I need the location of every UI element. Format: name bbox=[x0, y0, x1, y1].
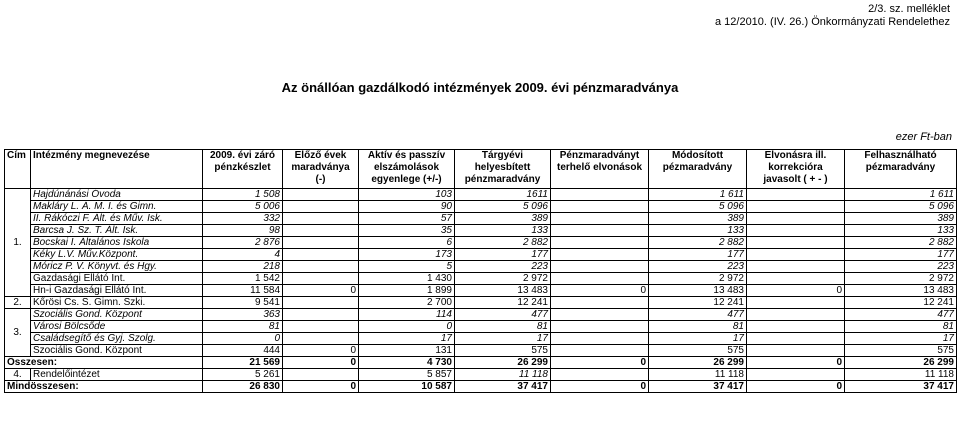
value-cell bbox=[747, 345, 845, 357]
value-cell bbox=[747, 225, 845, 237]
value-cell bbox=[283, 333, 359, 345]
table-row bbox=[5, 189, 957, 201]
value-cell bbox=[747, 189, 845, 201]
table-row bbox=[5, 249, 957, 261]
table-row bbox=[5, 213, 957, 225]
col-correction: Elvonásra ill. korrekcióra javasolt ( + - ) bbox=[747, 150, 845, 189]
total-value: 37 417 bbox=[455, 381, 551, 393]
value-cell: 9 541 bbox=[203, 297, 283, 309]
value-cell: 1 899 bbox=[359, 285, 455, 297]
unit-label: ezer Ft-ban bbox=[895, 131, 952, 143]
table-row bbox=[5, 369, 957, 381]
value-cell bbox=[283, 237, 359, 249]
value-cell: 90 bbox=[359, 201, 455, 213]
value-cell: 81 bbox=[203, 321, 283, 333]
total-label: Összesen: bbox=[5, 357, 203, 369]
value-cell: 2 882 bbox=[455, 237, 551, 249]
value-cell: 81 bbox=[845, 321, 957, 333]
value-cell: 12 241 bbox=[649, 297, 747, 309]
value-cell: 5 006 bbox=[203, 201, 283, 213]
value-cell bbox=[283, 225, 359, 237]
value-cell: 114 bbox=[359, 309, 455, 321]
col-withdrawals: Pénzmaradványt terhelő elvonások bbox=[551, 150, 649, 189]
value-cell: 5 857 bbox=[359, 369, 455, 381]
table-row bbox=[5, 285, 957, 297]
total-value: 37 417 bbox=[845, 381, 957, 393]
institution-name: Móricz P. V. Könyvt. és Hgy. bbox=[31, 261, 203, 273]
institution-name: Barcsa J. Sz. T. Ált. Isk. bbox=[31, 225, 203, 237]
value-cell: 17 bbox=[455, 333, 551, 345]
institution-name: Gazdasági Ellátó Int. bbox=[31, 273, 203, 285]
value-cell: 13 483 bbox=[649, 285, 747, 297]
value-cell bbox=[283, 297, 359, 309]
institution-name: Szociális Gond. Központ bbox=[31, 345, 203, 357]
value-cell bbox=[551, 225, 649, 237]
value-cell: 363 bbox=[203, 309, 283, 321]
value-cell bbox=[747, 261, 845, 273]
value-cell: 13 483 bbox=[845, 285, 957, 297]
total-value: 10 587 bbox=[359, 381, 455, 393]
value-cell bbox=[283, 189, 359, 201]
table-row bbox=[5, 345, 957, 357]
table-row bbox=[5, 237, 957, 249]
value-cell: 2 700 bbox=[359, 297, 455, 309]
total-value: 0 bbox=[747, 381, 845, 393]
value-cell bbox=[551, 273, 649, 285]
total-value: 0 bbox=[283, 357, 359, 369]
value-cell: 0 bbox=[359, 321, 455, 333]
value-cell: 1 542 bbox=[203, 273, 283, 285]
value-cell: 1 430 bbox=[359, 273, 455, 285]
value-cell: 1611 bbox=[455, 189, 551, 201]
total-value: 0 bbox=[283, 381, 359, 393]
value-cell: 332 bbox=[203, 213, 283, 225]
value-cell bbox=[283, 369, 359, 381]
value-cell bbox=[747, 201, 845, 213]
value-cell: 57 bbox=[359, 213, 455, 225]
value-cell: 223 bbox=[845, 261, 957, 273]
value-cell: 81 bbox=[455, 321, 551, 333]
value-cell: 98 bbox=[203, 225, 283, 237]
value-cell: 5 096 bbox=[845, 201, 957, 213]
total-value: 26 299 bbox=[455, 357, 551, 369]
annex-number: 2/3. sz. melléklet bbox=[868, 3, 950, 15]
value-cell bbox=[283, 213, 359, 225]
value-cell bbox=[551, 201, 649, 213]
value-cell bbox=[283, 201, 359, 213]
value-cell bbox=[551, 237, 649, 249]
table-row bbox=[5, 309, 957, 321]
page-title: Az önállóan gazdálkodó intézmények 2009. évi pénzmaradványa bbox=[281, 80, 679, 95]
value-cell: 2 972 bbox=[455, 273, 551, 285]
value-cell: 223 bbox=[649, 261, 747, 273]
institution-name: Kéky L.V. Műv.Központ. bbox=[31, 249, 203, 261]
value-cell bbox=[283, 249, 359, 261]
value-cell bbox=[551, 189, 649, 201]
total-value: 21 569 bbox=[203, 357, 283, 369]
total-value: 0 bbox=[551, 381, 649, 393]
total-value: 26 299 bbox=[649, 357, 747, 369]
value-cell bbox=[747, 321, 845, 333]
total-value: 37 417 bbox=[649, 381, 747, 393]
value-cell: 5 096 bbox=[455, 201, 551, 213]
total-label: Mindösszesen: bbox=[5, 381, 203, 393]
value-cell: 2 876 bbox=[203, 237, 283, 249]
value-cell: 2 972 bbox=[649, 273, 747, 285]
value-cell bbox=[747, 237, 845, 249]
value-cell: 103 bbox=[359, 189, 455, 201]
value-cell: 131 bbox=[359, 345, 455, 357]
col-cim: Cím bbox=[5, 150, 31, 189]
total-value: 26 830 bbox=[203, 381, 283, 393]
value-cell: 1 611 bbox=[845, 189, 957, 201]
total-value: 26 299 bbox=[845, 357, 957, 369]
col-modified: Módosított pézmaradvány bbox=[649, 150, 747, 189]
value-cell bbox=[747, 273, 845, 285]
value-cell: 35 bbox=[359, 225, 455, 237]
table-row bbox=[5, 297, 957, 309]
institution-name: Hn-i Gazdasági Ellátó Int. bbox=[31, 285, 203, 297]
value-cell bbox=[283, 261, 359, 273]
value-cell: 0 bbox=[747, 285, 845, 297]
institution-name: Hajdúnánási Óvoda bbox=[31, 189, 203, 201]
value-cell: 218 bbox=[203, 261, 283, 273]
cim-cell: 4. bbox=[5, 369, 31, 381]
value-cell: 12 241 bbox=[845, 297, 957, 309]
value-cell: 477 bbox=[455, 309, 551, 321]
value-cell: 0 bbox=[203, 333, 283, 345]
value-cell: 389 bbox=[455, 213, 551, 225]
value-cell: 12 241 bbox=[455, 297, 551, 309]
value-cell bbox=[747, 213, 845, 225]
value-cell: 6 bbox=[359, 237, 455, 249]
value-cell: 477 bbox=[649, 309, 747, 321]
value-cell: 173 bbox=[359, 249, 455, 261]
value-cell bbox=[551, 261, 649, 273]
value-cell bbox=[283, 309, 359, 321]
value-cell: 133 bbox=[649, 225, 747, 237]
value-cell: 4 bbox=[203, 249, 283, 261]
institution-name: Szociális Gond. Központ bbox=[31, 309, 203, 321]
col-usable: Felhasználható pézmaradvány bbox=[845, 150, 957, 189]
table-row bbox=[5, 273, 957, 285]
cim-cell: 1. bbox=[5, 189, 31, 297]
value-cell: 133 bbox=[845, 225, 957, 237]
col-balance: Aktív és passzív elszámolások egyenlege (+/-) bbox=[359, 150, 455, 189]
value-cell bbox=[551, 321, 649, 333]
total-row bbox=[5, 357, 957, 369]
value-cell: 177 bbox=[845, 249, 957, 261]
table-row bbox=[5, 261, 957, 273]
decree-reference: a 12/2010. (IV. 26.) Önkormányzati Rendelethez bbox=[714, 16, 950, 28]
value-cell bbox=[551, 333, 649, 345]
value-cell: 389 bbox=[845, 213, 957, 225]
value-cell: 575 bbox=[455, 345, 551, 357]
col-closing-cash: 2009. évi záró pénzkészlet bbox=[203, 150, 283, 189]
total-value: 0 bbox=[747, 357, 845, 369]
value-cell: 575 bbox=[845, 345, 957, 357]
value-cell bbox=[551, 369, 649, 381]
value-cell: 223 bbox=[455, 261, 551, 273]
value-cell bbox=[551, 213, 649, 225]
value-cell bbox=[551, 249, 649, 261]
value-cell bbox=[747, 369, 845, 381]
cim-cell: 3. bbox=[5, 309, 31, 357]
value-cell bbox=[747, 309, 845, 321]
value-cell: 133 bbox=[455, 225, 551, 237]
value-cell: 5 bbox=[359, 261, 455, 273]
value-cell: 1 508 bbox=[203, 189, 283, 201]
value-cell: 477 bbox=[845, 309, 957, 321]
value-cell bbox=[551, 309, 649, 321]
value-cell bbox=[283, 321, 359, 333]
value-cell: 17 bbox=[649, 333, 747, 345]
value-cell: 0 bbox=[551, 285, 649, 297]
value-cell: 5 261 bbox=[203, 369, 283, 381]
institution-name: Családsegítő és Gyj. Szolg. bbox=[31, 333, 203, 345]
value-cell bbox=[551, 345, 649, 357]
col-name: Intézmény megnevezése bbox=[31, 150, 203, 189]
table-row bbox=[5, 321, 957, 333]
value-cell: 2 882 bbox=[845, 237, 957, 249]
institution-name: II. Rákóczi F. Ált. és Műv. Isk. bbox=[31, 213, 203, 225]
value-cell: 389 bbox=[649, 213, 747, 225]
value-cell: 0 bbox=[283, 285, 359, 297]
value-cell: 13 483 bbox=[455, 285, 551, 297]
value-cell: 177 bbox=[455, 249, 551, 261]
table-row bbox=[5, 333, 957, 345]
value-cell: 11 118 bbox=[649, 369, 747, 381]
institution-name: Bocskai I. Általános Iskola bbox=[31, 237, 203, 249]
value-cell: 2 972 bbox=[845, 273, 957, 285]
value-cell: 444 bbox=[203, 345, 283, 357]
total-value: 4 730 bbox=[359, 357, 455, 369]
table-row bbox=[5, 201, 957, 213]
institution-name: Kőrösi Cs. S. Gimn. Szki. bbox=[31, 297, 203, 309]
col-adjusted: Tárgyévi helyesbített pénzmaradvány bbox=[455, 150, 551, 189]
value-cell: 11 584 bbox=[203, 285, 283, 297]
value-cell: 575 bbox=[649, 345, 747, 357]
value-cell bbox=[747, 249, 845, 261]
header-row bbox=[5, 150, 957, 189]
value-cell bbox=[283, 273, 359, 285]
value-cell bbox=[551, 297, 649, 309]
value-cell: 81 bbox=[649, 321, 747, 333]
value-cell bbox=[747, 333, 845, 345]
value-cell bbox=[747, 297, 845, 309]
value-cell: 2 882 bbox=[649, 237, 747, 249]
value-cell: 17 bbox=[845, 333, 957, 345]
institution-name: Városi Bölcsőde bbox=[31, 321, 203, 333]
value-cell: 0 bbox=[283, 345, 359, 357]
cim-cell: 2. bbox=[5, 297, 31, 309]
value-cell: 11 118 bbox=[845, 369, 957, 381]
value-cell: 5 096 bbox=[649, 201, 747, 213]
col-prev-years: Előző évek maradványa (-) bbox=[283, 150, 359, 189]
value-cell: 17 bbox=[359, 333, 455, 345]
value-cell: 177 bbox=[649, 249, 747, 261]
value-cell: 1 611 bbox=[649, 189, 747, 201]
residual-table bbox=[4, 149, 957, 393]
table-row bbox=[5, 225, 957, 237]
institution-name: Rendelőintézet bbox=[31, 369, 203, 381]
value-cell: 11 118 bbox=[455, 369, 551, 381]
grand-total-row bbox=[5, 381, 957, 393]
total-value: 0 bbox=[551, 357, 649, 369]
institution-name: Makláry L. Á. M. I. és Gimn. bbox=[31, 201, 203, 213]
